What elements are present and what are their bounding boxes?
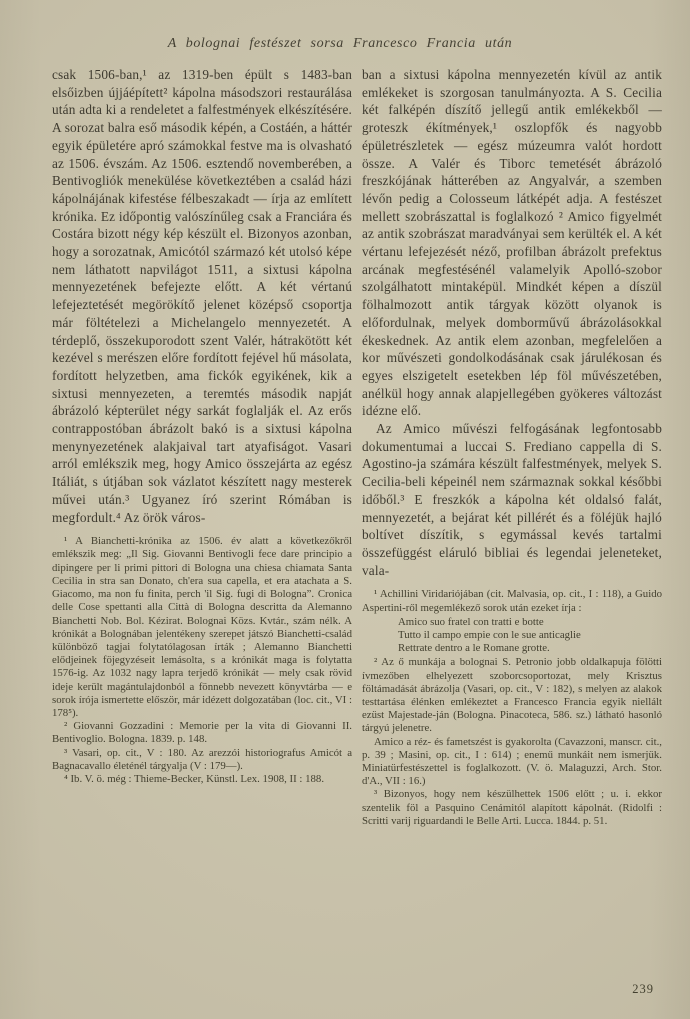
right-body-paragraph-1: ban a sixtusi kápolna mennyezetén kívül az antik emlékeket is szorgosan tanulmányozta. A S. Cecilia két falképén díszítő jellegű antik emlékekből — groteszk ékítmények,¹ oszlopfők és nagyobb épületrészletek — egész múzeumra valót hordott össze. A Valér és Tiborc temetését ábrázoló freszkójának hátterében az Angyalvár, a szemben lévőn pedig a Colosseum látképét adja. A festészet mellett szobrászattal is foglalkozó ² Amico figyelmét az antik szobrászat maradványai sem kerülték el. A két vértanu lefejezését néző, profilban ábrázolt prefektus arcának megfestésénél valamelyik Apolló-szobor szolgálhatott mintaképül. Mindkét képen a díszül fölhalmozott antik tárgyak között olyanok is előfordulnak, melyek domborművű ábrázolásokkal ékeskednek. Az antik elem azonban, megfelelően a kor művészeti gondolkodásának csak járulékosan és egyes elszigetelt esetekben lép föl művészetében, anélkül hogy annak alapjellegében gyökeres változást idézne elő. bbox=[362, 67, 662, 419]
right-body-paragraph-2: Az Amico művészi felfogásának legfontosabb dokumentumai a luccai S. Frediano cappella di S. Agostino-ja számára készült falfestmények, melyek S. Cecilia-beli képeinél nem származnak sokkal későbbi időből.³ E freszkók a kápolna két oldalsó falát, mennyezetét, a bejárat két pillérét és a föléjük hajló boltívet díszítik, s egymással kevés tartalmi összefüggést eláruló bibliai és legendai jeleneteket, vala- bbox=[362, 421, 662, 578]
left-footnotes bbox=[52, 535, 352, 786]
right-footnote-1-intro: ¹ Achillini Viridariójában (cit. Malvasia, op. cit., I : 118), a Guido Aspertini-ről megemlékező sorok után ezeket írja : bbox=[362, 588, 662, 614]
right-footnote-3: ³ Bizonyos, hogy nem készülhettek 1506 előtt ; u. i. ekkor szentelik föl a Pasquino Cenámitól alapított kápolnát. (Ridolfi : Scritti varij riguardandi le Belle Arti. Lucca. 1844. p. 51. bbox=[362, 788, 662, 827]
running-head: A bolognai festészet sorsa Francesco Francia után bbox=[167, 36, 513, 51]
left-footnote-2: ² Giovanni Gozzadini : Memorie per la vita di Giovanni II. Bentivoglio. Bologna. 1839. p. 148. bbox=[52, 720, 352, 746]
right-footnote-2-paragraph-2: Amico a réz- és fametszést is gyakorolta (Cavazzoni, manscr. cit., p. 39 ; Masini, op. cit., I : 614) ; enemű munkáit nem ismerjük. Miniatürfestészettel is foglalkozott. (V. ö. Malaguzzi, Arch. Stor. d'A., VII : 16.) bbox=[362, 735, 662, 788]
left-body-paragraph: csak 1506-ban,¹ az 1319-ben épült s 1483-ban elsőizben újjáépített² kápolna másodszori restaurálása után adta ki a rendeletet a falfestmények elkészítésére. A sorozat balra eső második képén, a Costáén, a háttér egyik épületére apró számokkal festve ma is olvasható az 1506. évszám. Az 1506. esztendő novemberében, a Bentivogliók menekülése következtében a család házi kápolnájának kifestése félbeszakadt — írja az említett krónika. Ez időpontig valószínűleg csak a Franciára és Costára bizott négy kép készült el. Bizonyos azonban, hogy a sorozatnak, Amicótól származó két utolsó képe nem láthatott napvilágot 1511, a sixtusi kápolna mennyezetének befejezte előtt. A két vértanú lefejeztetését megörökítő jelenet középső csoportja már föltételezi a Michelangelo mennyezetét. A térdeplő, összekuporodott szent Valér, hátrakötött két kezével s merészen előre fordított fejével hű másolata, fordított helyzetben, ama fickók egyikének, kik a sixtusi mennyezeten, a teremtés második napját ábrázoló képterület négy sarkát foglalják el. Az erős contrappostóban ábrázolt bakó is a sixtusi kápolna menynyezetének alakjaival tart atyafiságot. Vasari arról emlékszik meg, hogy Amico összejárta az egész Itáliát, s útjában sok vázlatot készített nagy mesterek művei után.³ Ugyanez író szerint Rómában is megfordult.⁴ Az örök város- bbox=[52, 67, 352, 525]
verse-line-2: Tutto il campo empie con le sue anticaglie bbox=[398, 629, 581, 641]
verse-line-3: Rettrate dentro a le Romane grotte. bbox=[398, 642, 550, 655]
page-number: 239 bbox=[632, 982, 654, 996]
text-columns bbox=[52, 66, 662, 966]
right-footnote-2-paragraph-1: ² Az ő munkája a bolognai S. Petronio jobb oldalkapuja fölötti ívmezőben elhelyezett szoborcsoportozat, mely Krisztus föltámadását ábrázolja (Vasari, op. cit., V : 182), s melyen az alakok testtartása élénken emlékeztet a Francesco Francia egyik niellált ezüst Majestade-ján (Bologna. Pinacoteca, 586. sz.) látható hasonló tárgyú jelenetre. bbox=[362, 656, 662, 735]
left-footnote-4: ⁴ Ib. V. ö. még : Thieme-Becker, Künstl. Lex. 1908, II : 188. bbox=[64, 772, 325, 785]
right-column bbox=[362, 66, 662, 966]
left-column bbox=[52, 66, 352, 966]
verse-line-1: Amico suo fratel con tratti e botte bbox=[398, 615, 544, 628]
footnote-verse bbox=[362, 616, 662, 656]
right-footnotes bbox=[362, 588, 662, 828]
left-footnote-1: ¹ A Bianchetti-krónika az 1506. év alatt a következőkről emlékszik meg: „Il Sig. Giovanni Bentivogli fece dare principio a dipingere per li primi pittori di Bologna una chiesa chiamata Santa Cecilia in stra san Donato, ch'era sua capella, et era atachata a S. Giacomo, ma non fu finita, perch 'il Sig. fugi di Bologna”. Cronica delle Cose spettanti alla Città di Bologna descritta da Alemanno Bianchetti Nob. Bol. Kézirat. Bolognai Közs. Kvtár., szám nélk. A krónikát a Bolognában jelentékeny szerepet játszó Bianchetti-család különböző tagjai folytatólagosan írták ; Alemanno Bianchetti elődjeinek föjegyzéseit lemásolta, s a krónikát maga is folytatta 1576-ig. Az 1032 nagy lapra terjedő krónikát — mely csak rövid ideje került magántulajdonból a fönnebb nevezett könyvtárba — e sorok írója ismertette először, már idézett dolgozatában (loc. cit., VI : 178⁵). bbox=[52, 535, 352, 719]
left-footnote-3: ³ Vasari, op. cit., V : 180. Az arezzói historiografus Amicót a Bagnacavallo életénél tárgyalja (V : 179—). bbox=[52, 746, 352, 772]
